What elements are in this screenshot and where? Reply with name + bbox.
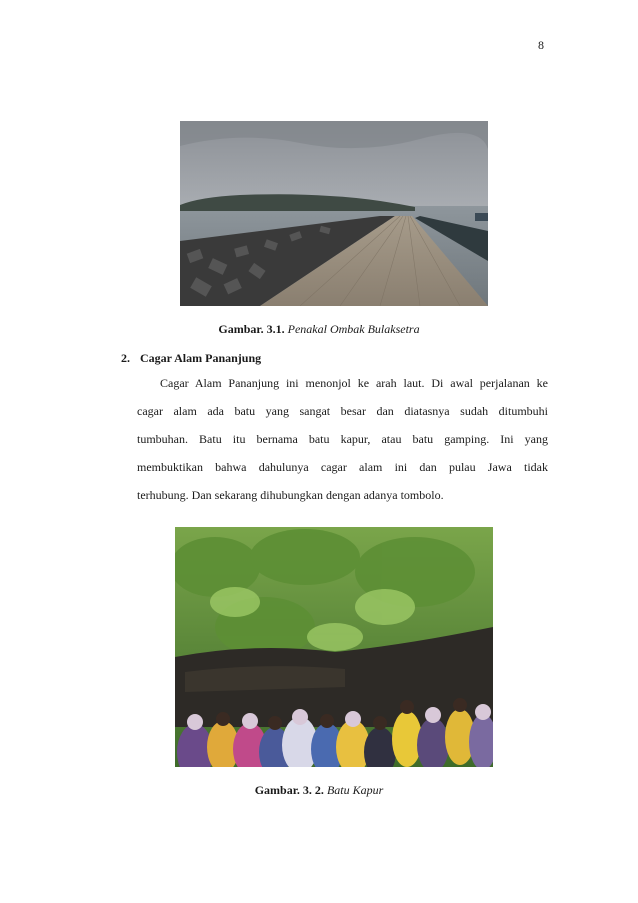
figure-1-label: Gambar. 3.1. — [218, 322, 285, 336]
limestone-photo — [175, 527, 493, 767]
figure-1-caption — [0, 322, 638, 337]
paragraph-line: terhubung. Dan sekarang dihubungkan dengan adanya tombolo. — [137, 488, 444, 502]
figure-2-title: Batu Kapur — [326, 783, 384, 797]
section-number: 2. — [121, 351, 130, 365]
body-paragraph — [137, 374, 548, 514]
paragraph-line: Cagar Alam Pananjung ini menonjol ke arah laut. Di awal perjalanan ke — [160, 376, 548, 390]
page-number: 8 — [538, 38, 544, 52]
figure-2-caption — [0, 783, 638, 798]
paragraph-line: membuktikan bahwa dahulunya cagar alam ini dan pulau Jawa tidak — [137, 460, 548, 474]
section-title: Cagar Alam Pananjung — [140, 351, 262, 365]
figure-2-label: Gambar. 3. 2. — [254, 783, 324, 797]
breakwater-photo — [180, 121, 488, 306]
paragraph-line: tumbuhan. Batu itu bernama batu kapur, atau batu gamping. Ini yang — [137, 432, 548, 446]
paragraph-line: cagar alam ada batu yang sangat besar dan diatasnya sudah ditumbuhi — [137, 404, 548, 418]
section-heading — [121, 351, 261, 366]
figure-1-title: Penakal Ombak Bulaksetra — [287, 322, 420, 336]
